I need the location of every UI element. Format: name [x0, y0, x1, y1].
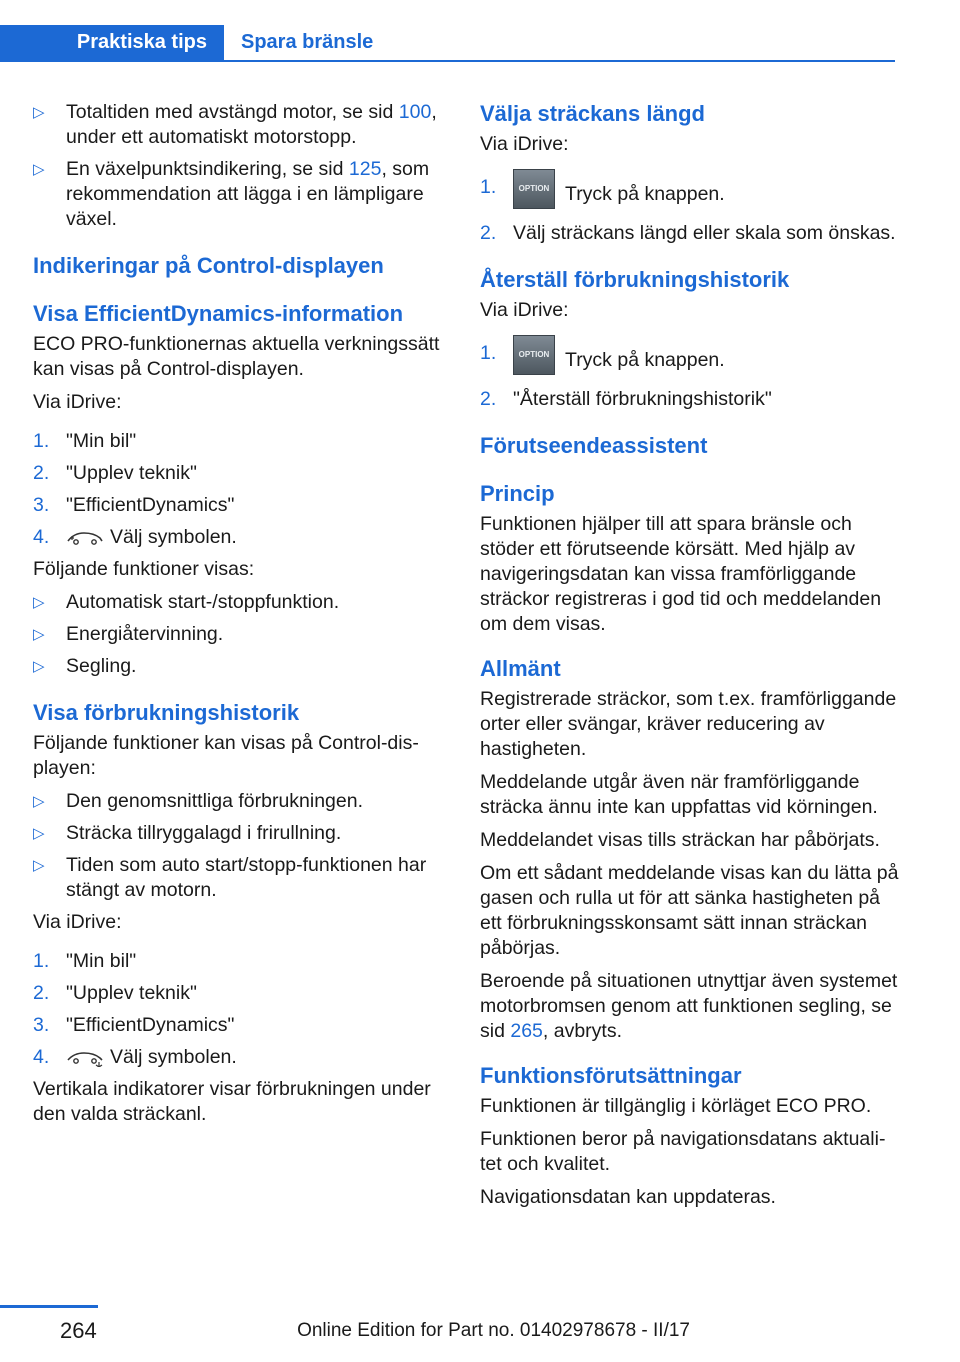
- paragraph: Meddelandet visas tills sträckan har påbörjats.: [480, 829, 880, 851]
- option-button-icon: OPTION: [513, 335, 555, 375]
- tab-praktiska-tips[interactable]: Praktiska tips: [0, 25, 224, 60]
- paragraph: Registrerade sträckor, som t.ex. framförliggande orter eller svängar, kräver reducering av hastigheten.: [480, 688, 897, 760]
- list-item: ▷ Sträcka tillryggalagd i frirullning.: [33, 822, 342, 844]
- left-column: [33, 100, 448, 1135]
- step: 3. "EfficientDynamics": [33, 494, 235, 516]
- paragraph: Funktionen är tillgänglig i körläget ECO PRO.: [480, 1095, 872, 1117]
- list-item: ▷ Automatisk start-/stoppfunktion.: [33, 591, 340, 613]
- paragraph: Om ett sådant meddelande visas kan du lätta på gasen och rulla ut för att sänka hastigheten på ett förbrukningsskonsamt sätt innan sträckan påbörjas.: [480, 862, 899, 959]
- tab-spara-bransle[interactable]: Spara bränsle: [241, 31, 374, 53]
- section-heading: Indikeringar på Control-displayen: [33, 253, 384, 278]
- header-rule: [0, 60, 895, 62]
- subsection-heading: Princip: [480, 481, 555, 506]
- paragraph: Via iDrive:: [33, 391, 122, 413]
- list-item: ▷ Segling.: [33, 655, 137, 677]
- paragraph: Funktionen hjälper till att spara bränsle och stöder ett förutseende körsätt. Med hjälp av navigeringsdatan kan vissa framförliggande sträckor registreras i god tid och meddelanden om dem visas.: [480, 513, 882, 635]
- step: 3. "EfficientDynamics": [33, 1014, 235, 1036]
- list-item: ▷ En växelpunktsindikering, se sid 125, som rekommendation att lägga i en lämpligare växel.: [33, 158, 430, 230]
- page-link[interactable]: 125: [348, 158, 382, 180]
- subsection-heading: Återställ förbrukningshistorik: [480, 267, 790, 292]
- step: 1. OPTION Tryck på knappen.: [480, 175, 900, 215]
- paragraph: Följande funktioner visas:: [33, 558, 255, 580]
- list-item: ▷ Tiden som auto start/stopp-funktionen har stängt av motorn.: [33, 854, 427, 901]
- paragraph: Funktionen beror på navigationsdatans aktualitet och kvalitet.: [480, 1128, 886, 1175]
- subsection-heading: Visa EfficientDynamics-information: [33, 301, 404, 326]
- triangle-bullet-icon: ▷: [33, 658, 45, 675]
- step: 4. Välj symbolen.: [33, 1046, 237, 1068]
- paragraph: ECO PRO-funktionernas aktuella verkningssätt kan visas på Control-displayen.: [33, 333, 440, 380]
- option-button-icon: OPTION: [513, 169, 555, 209]
- step: 4. Välj symbolen.: [33, 526, 237, 548]
- triangle-bullet-icon: ▷: [33, 161, 45, 178]
- step: 2. "Återställ förbrukningshistorik": [480, 388, 772, 410]
- step: 2. "Upplev teknik": [33, 982, 197, 1004]
- list-item: ▷ Energiåtervinning.: [33, 623, 224, 645]
- triangle-bullet-icon: ▷: [33, 626, 45, 643]
- efficient-dynamics-car-icon: [66, 529, 104, 547]
- page-link[interactable]: 265: [510, 1020, 543, 1042]
- section-heading: Förutseendeassistent: [480, 433, 708, 458]
- list-item: ▷ Totaltiden med avstängd motor, se sid 100, under ett automatiskt motorstopp.: [33, 101, 437, 148]
- paragraph: Via iDrive:: [33, 911, 122, 933]
- page-number: 264: [60, 1318, 97, 1343]
- page-link[interactable]: 100: [398, 101, 432, 123]
- paragraph: Navigationsdatan kan uppdateras.: [480, 1186, 776, 1208]
- edition-note: Online Edition for Part no. 01402978678 - II/17: [297, 1320, 690, 1341]
- paragraph: Vertikala indikatorer visar förbrukningen under den valda sträckanl.: [33, 1078, 431, 1125]
- step: 2. "Upplev teknik": [33, 462, 197, 484]
- paragraph: Beroende på situationen utnyttjar även systemet motorbromsen genom att funktionen segling, se sid 265, avbryts.: [480, 970, 898, 1042]
- paragraph: Via iDrive:: [480, 133, 569, 155]
- header-tabs: [0, 0, 895, 62]
- step: 1. "Min bil": [33, 430, 137, 452]
- triangle-bullet-icon: ▷: [33, 104, 45, 121]
- paragraph: Via iDrive:: [480, 299, 569, 321]
- list-item: ▷ Den genomsnittliga förbrukningen.: [33, 790, 364, 812]
- paragraph: Följande funktioner kan visas på Control-displayen:: [33, 732, 419, 779]
- footer-rule: [0, 1305, 98, 1308]
- subsection-heading: Välja sträckans längd: [480, 101, 705, 126]
- step: 1. "Min bil": [33, 950, 137, 972]
- paragraph: Meddelande utgår även när framförliggande sträcka ännu inte kan uppfattas vid körningen.: [480, 771, 878, 818]
- consumption-history-car-icon: [66, 1049, 104, 1067]
- triangle-bullet-icon: ▷: [33, 793, 45, 810]
- step: 1. OPTION Tryck på knappen.: [480, 341, 900, 381]
- subsection-heading: Allmänt: [480, 656, 561, 681]
- subsection-heading: Funktionsförutsättningar: [480, 1063, 742, 1088]
- triangle-bullet-icon: ▷: [33, 594, 45, 611]
- triangle-bullet-icon: ▷: [33, 857, 45, 874]
- step: 2. Välj sträckans längd eller skala som önskas.: [480, 222, 896, 244]
- subsection-heading: Visa förbrukningshistorik: [33, 700, 300, 725]
- right-column: [480, 100, 900, 1218]
- triangle-bullet-icon: ▷: [33, 825, 45, 842]
